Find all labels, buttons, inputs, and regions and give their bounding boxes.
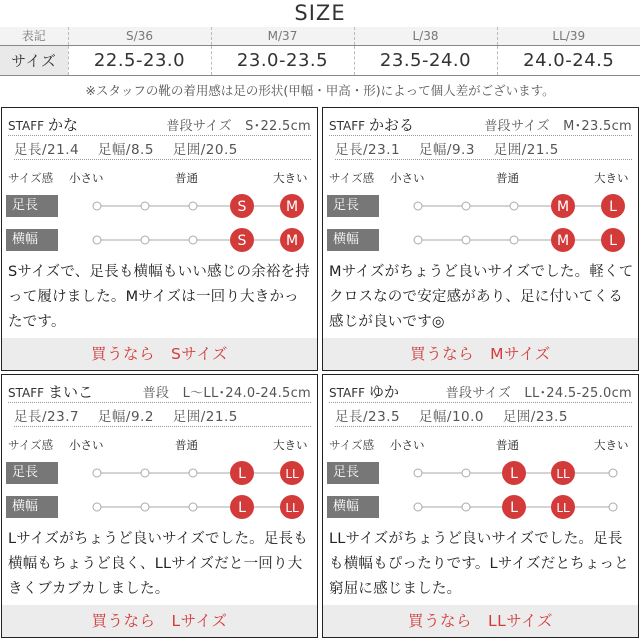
staff-verdict: 買うなら LLサイズ	[323, 605, 638, 637]
scale-big-label: 大きい	[594, 438, 629, 452]
scale-header	[2, 170, 317, 186]
rating-dot	[141, 236, 149, 244]
width-rating-scale	[323, 493, 638, 521]
staff-header	[329, 114, 632, 136]
scale-size-feel-label: サイズ感	[329, 438, 375, 452]
rating-marker-label: L	[609, 233, 617, 249]
rating-dot	[414, 469, 422, 477]
rating-dot	[93, 236, 101, 244]
staff-usual-size: 普段サイズ S･22.5cm	[166, 119, 311, 134]
staff-header	[8, 114, 311, 136]
size-table	[0, 27, 640, 76]
rating-dot	[462, 236, 470, 244]
width-rating-scale	[323, 226, 638, 254]
scale-normal-label: 普通	[175, 438, 198, 452]
rating-dot	[510, 236, 518, 244]
width-rating-label: 横幅	[327, 229, 379, 251]
rating-marker-label: LL	[556, 501, 570, 515]
rating-dot	[462, 503, 470, 511]
width-rating-label: 横幅	[6, 229, 58, 251]
measurement-length: 足長/21.4	[14, 142, 80, 158]
staff-tag: STAFF	[329, 386, 366, 400]
measurement-width: 足幅/9.3	[418, 142, 475, 158]
rating-marker-label: L	[510, 500, 518, 516]
rating-dot	[189, 469, 197, 477]
staff-verdict: 買うなら Lサイズ	[2, 605, 317, 637]
staff-usual-size: 普段サイズ LL･24.5-25.0cm	[445, 386, 632, 401]
length-rating-label: 足長	[327, 195, 379, 217]
length-rating	[2, 192, 317, 220]
staff-comment: Sサイズで、足長も横幅もいい感じの余裕を持って履けました。Mサイズは一回り大きかったです。	[8, 264, 310, 330]
length-rating-label: 足長	[6, 462, 58, 484]
rating-marker-label: LL	[285, 467, 299, 481]
rating-marker-label: S	[237, 233, 247, 249]
measurement-girth: 足囲/20.5	[172, 142, 238, 158]
size-column-header: M/37	[211, 27, 354, 45]
width-rating-scale	[2, 226, 317, 254]
scale-normal-label: 普通	[496, 171, 519, 185]
rating-marker-label: L	[609, 199, 617, 215]
staff-tag: STAFF	[8, 119, 45, 133]
measurement-width: 足幅/10.0	[418, 409, 485, 425]
scale-small-label: 小さい	[69, 438, 104, 452]
length-rating-label: 足長	[327, 462, 379, 484]
width-rating	[2, 493, 317, 521]
rating-marker-label: L	[510, 466, 518, 482]
rating-dot	[189, 503, 197, 511]
length-rating-scale	[2, 192, 317, 220]
size-value-cell: 24.0-24.5	[523, 49, 615, 71]
scale-small-label: 小さい	[390, 171, 425, 185]
rating-marker-label: M	[285, 199, 299, 215]
staff-usual-size: 普段サイズ M･23.5cm	[484, 119, 632, 134]
scale-header	[323, 170, 638, 186]
size-note: ※スタッフの靴の着用感は足の形状(甲幅・甲高・形)によって個人差がございます。	[85, 83, 555, 98]
rating-dot	[93, 202, 101, 210]
rating-marker-label: M	[556, 199, 570, 215]
rating-dot	[414, 202, 422, 210]
scale-size-feel-label: サイズ感	[8, 171, 54, 185]
size-column-header: LL/39	[497, 27, 640, 45]
rating-dot	[609, 503, 617, 511]
staff-name: ゆか	[369, 383, 400, 401]
size-value-cell: 22.5-23.0	[68, 45, 211, 75]
staff-tag: STAFF	[8, 386, 45, 400]
scale-big-label: 大きい	[273, 171, 308, 185]
scale-small-label: 小さい	[390, 438, 425, 452]
width-rating-label: 横幅	[6, 496, 58, 518]
rating-marker-label: S	[237, 199, 247, 215]
size-row-label: サイズ	[0, 45, 68, 75]
staff-comment: LLサイズがちょうど良いサイズでした。足長も横幅もぴったりです。Lサイズだとちょっと窮屈に感じました。	[329, 531, 629, 597]
staff-comment: Lサイズがちょうど良いサイズでした。足長も横幅もちょうど良く、LLサイズだと一回り大きくブカブカしました。	[8, 531, 308, 597]
size-column-header: L/38	[354, 27, 497, 45]
measurement-girth: 足囲/23.5	[502, 409, 568, 425]
rating-dot	[93, 503, 101, 511]
staff-name: かな	[48, 116, 79, 134]
rating-dot	[414, 503, 422, 511]
measurement-width: 足幅/8.5	[97, 142, 154, 158]
rating-dot	[462, 202, 470, 210]
rating-dot	[141, 503, 149, 511]
rating-marker-label: L	[238, 500, 246, 516]
rating-dot	[93, 469, 101, 477]
length-rating-scale	[2, 459, 317, 487]
size-table-header-row	[0, 27, 640, 45]
length-rating-label: 足長	[6, 195, 58, 217]
measurement-girth: 足囲/21.5	[493, 142, 559, 158]
size-value-cell: 23.0-23.5	[211, 45, 354, 75]
length-rating	[2, 459, 317, 487]
staff-name: まいこ	[48, 383, 94, 401]
width-rating	[323, 493, 638, 521]
rating-dot	[462, 469, 470, 477]
size-value-cell: 23.5-24.0	[354, 45, 497, 75]
scale-size-feel-label: サイズ感	[329, 171, 375, 185]
rating-marker-label: M	[285, 233, 299, 249]
size-table-value-row	[0, 45, 640, 75]
rating-marker-label: LL	[556, 467, 570, 481]
staff-measurements	[335, 138, 632, 160]
rating-dot	[609, 469, 617, 477]
measurement-length: 足長/23.5	[335, 409, 401, 425]
rating-dot	[141, 469, 149, 477]
width-rating	[2, 226, 317, 254]
scale-big-label: 大きい	[594, 171, 629, 185]
staff-measurements	[14, 405, 311, 427]
rating-marker-label: LL	[285, 501, 299, 515]
staff-verdict: 買うなら Mサイズ	[323, 338, 638, 370]
scale-normal-label: 普通	[175, 171, 198, 185]
scale-small-label: 小さい	[69, 171, 104, 185]
size-title: SIZE	[294, 1, 346, 25]
measurement-width: 足幅/9.2	[97, 409, 154, 425]
measurement-length: 足長/23.7	[14, 409, 80, 425]
length-rating	[323, 192, 638, 220]
scale-normal-label: 普通	[496, 438, 519, 452]
length-rating-scale	[323, 459, 638, 487]
staff-comment: Mサイズがちょうど良いサイズでした。軽くてクロスなので安定感があり、足に付いてくる感じが良いです◎	[329, 264, 634, 330]
width-rating-label: 横幅	[327, 496, 379, 518]
rating-dot	[189, 202, 197, 210]
staff-name: かおる	[369, 116, 415, 134]
scale-big-label: 大きい	[273, 438, 308, 452]
rating-dot	[510, 202, 518, 210]
staff-card	[1, 374, 318, 638]
measurement-length: 足長/23.1	[335, 142, 401, 158]
length-rating	[323, 459, 638, 487]
staff-header	[8, 381, 311, 403]
staff-usual-size: 普段 L〜LL･24.0-24.5cm	[142, 386, 311, 401]
size-column-header: S/36	[68, 27, 211, 45]
rating-marker-label: L	[238, 466, 246, 482]
scale-size-feel-label: サイズ感	[8, 438, 54, 452]
staff-measurements	[335, 405, 632, 427]
scale-header	[323, 437, 638, 453]
size-header-label: 表記	[0, 27, 68, 45]
staff-tag: STAFF	[329, 119, 366, 133]
length-rating-scale	[323, 192, 638, 220]
staff-card	[1, 107, 318, 371]
measurement-girth: 足囲/21.5	[172, 409, 238, 425]
rating-marker-label: M	[556, 233, 570, 249]
rating-dot	[189, 236, 197, 244]
staff-card	[322, 374, 639, 638]
width-rating	[323, 226, 638, 254]
staff-header	[329, 381, 632, 403]
staff-measurements	[14, 138, 311, 160]
staff-card	[322, 107, 639, 371]
rating-dot	[141, 202, 149, 210]
width-rating-scale	[2, 493, 317, 521]
rating-dot	[414, 236, 422, 244]
staff-verdict: 買うなら Sサイズ	[2, 338, 317, 370]
scale-header	[2, 437, 317, 453]
